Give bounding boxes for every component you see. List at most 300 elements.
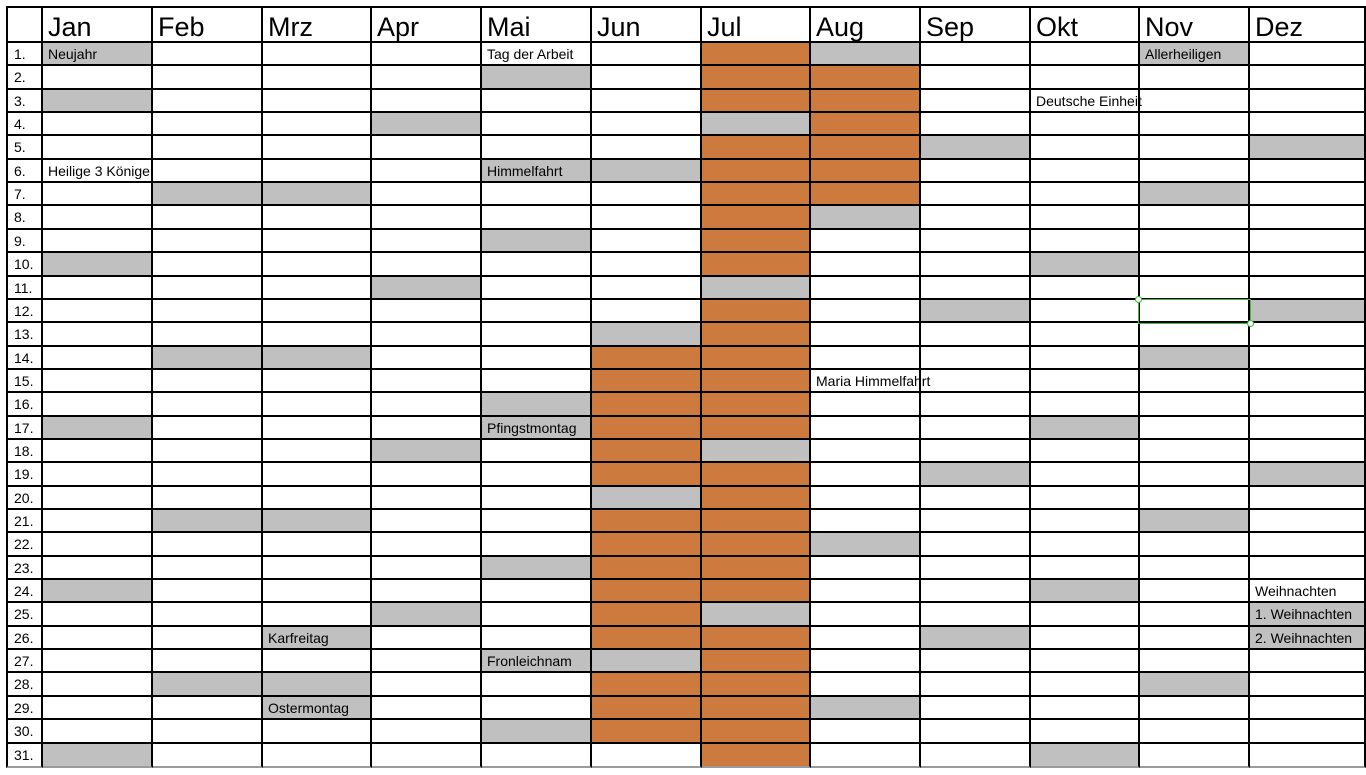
day-cell-jun-10[interactable] (592, 253, 702, 277)
day-cell-jan-31[interactable] (43, 744, 153, 768)
day-cell-jun-9[interactable] (592, 230, 702, 253)
day-cell-feb-25[interactable] (153, 603, 263, 627)
day-cell-jan-20[interactable] (43, 487, 153, 510)
day-cell-okt-16[interactable] (1031, 393, 1140, 417)
day-cell-mrz-29[interactable] (263, 697, 372, 720)
day-cell-apr-2[interactable] (372, 66, 482, 90)
day-cell-jan-13[interactable] (43, 323, 153, 347)
day-cell-sep-24[interactable] (921, 580, 1031, 603)
day-cell-sep-11[interactable] (921, 277, 1031, 300)
day-cell-jan-16[interactable] (43, 393, 153, 417)
day-cell-jun-23[interactable] (592, 557, 702, 580)
day-cell-mai-30[interactable] (482, 720, 592, 744)
day-cell-sep-8[interactable] (921, 206, 1031, 230)
day-cell-jan-18[interactable] (43, 440, 153, 463)
day-cell-jan-28[interactable] (43, 673, 153, 697)
day-cell-nov-31[interactable] (1140, 744, 1250, 768)
day-cell-sep-25[interactable] (921, 603, 1031, 627)
day-cell-sep-6[interactable] (921, 160, 1031, 183)
day-cell-jan-29[interactable] (43, 697, 153, 720)
day-cell-dez-4[interactable] (1250, 113, 1366, 136)
day-cell-jan-8[interactable] (43, 206, 153, 230)
day-cell-sep-12[interactable] (921, 300, 1031, 323)
day-cell-okt-10[interactable] (1031, 253, 1140, 277)
day-cell-jan-25[interactable] (43, 603, 153, 627)
day-cell-mai-24[interactable] (482, 580, 592, 603)
day-cell-dez-17[interactable] (1250, 417, 1366, 440)
day-cell-mai-9[interactable] (482, 230, 592, 253)
day-cell-mai-29[interactable] (482, 697, 592, 720)
day-cell-nov-11[interactable] (1140, 277, 1250, 300)
day-cell-aug-3[interactable] (811, 90, 921, 113)
day-cell-jul-22[interactable] (702, 533, 811, 557)
day-cell-feb-17[interactable] (153, 417, 263, 440)
day-cell-feb-19[interactable] (153, 463, 263, 487)
day-cell-mai-16[interactable] (482, 393, 592, 417)
day-cell-mrz-21[interactable] (263, 510, 372, 533)
day-cell-aug-27[interactable] (811, 650, 921, 673)
day-cell-jan-27[interactable] (43, 650, 153, 673)
day-cell-feb-13[interactable] (153, 323, 263, 347)
day-cell-apr-22[interactable] (372, 533, 482, 557)
day-cell-okt-24[interactable] (1031, 580, 1140, 603)
day-cell-jun-17[interactable] (592, 417, 702, 440)
day-cell-jun-7[interactable] (592, 183, 702, 206)
day-cell-sep-1[interactable] (921, 43, 1031, 66)
day-cell-feb-4[interactable] (153, 113, 263, 136)
day-cell-nov-18[interactable] (1140, 440, 1250, 463)
day-cell-dez-6[interactable] (1250, 160, 1366, 183)
day-label-cell[interactable] (6, 253, 43, 277)
day-cell-dez-26[interactable] (1250, 627, 1366, 650)
day-cell-mrz-8[interactable] (263, 206, 372, 230)
day-cell-okt-17[interactable] (1031, 417, 1140, 440)
day-cell-dez-3[interactable] (1250, 90, 1366, 113)
day-cell-apr-25[interactable] (372, 603, 482, 627)
day-cell-okt-19[interactable] (1031, 463, 1140, 487)
day-cell-dez-5[interactable] (1250, 136, 1366, 160)
corner-cell[interactable] (6, 6, 43, 43)
day-cell-sep-23[interactable] (921, 557, 1031, 580)
day-cell-jul-15[interactable] (702, 370, 811, 393)
day-cell-jun-13[interactable] (592, 323, 702, 347)
day-cell-jul-21[interactable] (702, 510, 811, 533)
day-cell-okt-31[interactable] (1031, 744, 1140, 768)
day-cell-okt-1[interactable] (1031, 43, 1140, 66)
day-cell-jun-31[interactable] (592, 744, 702, 768)
day-cell-sep-28[interactable] (921, 673, 1031, 697)
day-cell-apr-31[interactable] (372, 744, 482, 768)
day-cell-feb-8[interactable] (153, 206, 263, 230)
day-cell-jun-5[interactable] (592, 136, 702, 160)
day-cell-nov-3[interactable] (1140, 90, 1250, 113)
day-cell-aug-6[interactable] (811, 160, 921, 183)
day-cell-okt-5[interactable] (1031, 136, 1140, 160)
day-cell-jan-4[interactable] (43, 113, 153, 136)
day-cell-aug-28[interactable] (811, 673, 921, 697)
day-cell-dez-16[interactable] (1250, 393, 1366, 417)
day-cell-mai-1[interactable] (482, 43, 592, 66)
day-cell-apr-21[interactable] (372, 510, 482, 533)
day-cell-jul-26[interactable] (702, 627, 811, 650)
day-cell-jan-15[interactable] (43, 370, 153, 393)
day-cell-jan-1[interactable] (43, 43, 153, 66)
day-cell-aug-31[interactable] (811, 744, 921, 768)
day-cell-jul-14[interactable] (702, 347, 811, 370)
day-cell-mrz-10[interactable] (263, 253, 372, 277)
day-cell-jan-17[interactable] (43, 417, 153, 440)
day-cell-nov-4[interactable] (1140, 113, 1250, 136)
day-label-cell[interactable] (6, 393, 43, 417)
day-cell-feb-6[interactable] (153, 160, 263, 183)
day-cell-sep-21[interactable] (921, 510, 1031, 533)
day-cell-jan-24[interactable] (43, 580, 153, 603)
day-cell-apr-15[interactable] (372, 370, 482, 393)
day-cell-dez-15[interactable] (1250, 370, 1366, 393)
day-cell-okt-11[interactable] (1031, 277, 1140, 300)
day-cell-mrz-25[interactable] (263, 603, 372, 627)
day-cell-dez-19[interactable] (1250, 463, 1366, 487)
day-cell-jan-3[interactable] (43, 90, 153, 113)
day-cell-nov-8[interactable] (1140, 206, 1250, 230)
month-header-mai[interactable] (482, 6, 592, 43)
day-cell-nov-24[interactable] (1140, 580, 1250, 603)
day-cell-mrz-15[interactable] (263, 370, 372, 393)
day-cell-nov-17[interactable] (1140, 417, 1250, 440)
day-cell-jul-19[interactable] (702, 463, 811, 487)
day-cell-mrz-19[interactable] (263, 463, 372, 487)
day-cell-nov-29[interactable] (1140, 697, 1250, 720)
day-cell-jun-29[interactable] (592, 697, 702, 720)
day-cell-jul-1[interactable] (702, 43, 811, 66)
day-cell-mai-10[interactable] (482, 253, 592, 277)
day-cell-jun-26[interactable] (592, 627, 702, 650)
day-cell-jul-31[interactable] (702, 744, 811, 768)
day-cell-jul-29[interactable] (702, 697, 811, 720)
day-cell-feb-2[interactable] (153, 66, 263, 90)
day-cell-feb-1[interactable] (153, 43, 263, 66)
day-cell-mai-7[interactable] (482, 183, 592, 206)
day-cell-sep-19[interactable] (921, 463, 1031, 487)
day-cell-sep-18[interactable] (921, 440, 1031, 463)
day-cell-apr-6[interactable] (372, 160, 482, 183)
day-cell-apr-29[interactable] (372, 697, 482, 720)
day-cell-jul-23[interactable] (702, 557, 811, 580)
day-cell-feb-16[interactable] (153, 393, 263, 417)
day-cell-feb-11[interactable] (153, 277, 263, 300)
day-cell-mai-4[interactable] (482, 113, 592, 136)
day-cell-feb-23[interactable] (153, 557, 263, 580)
day-cell-mrz-12[interactable] (263, 300, 372, 323)
month-header-aug[interactable] (811, 6, 921, 43)
day-cell-okt-25[interactable] (1031, 603, 1140, 627)
day-cell-nov-27[interactable] (1140, 650, 1250, 673)
day-cell-nov-1[interactable] (1140, 43, 1250, 66)
day-cell-mrz-16[interactable] (263, 393, 372, 417)
day-cell-sep-5[interactable] (921, 136, 1031, 160)
day-cell-nov-20[interactable] (1140, 487, 1250, 510)
day-cell-dez-7[interactable] (1250, 183, 1366, 206)
day-cell-okt-22[interactable] (1031, 533, 1140, 557)
day-cell-okt-3[interactable] (1031, 90, 1140, 113)
day-cell-mrz-27[interactable] (263, 650, 372, 673)
day-cell-mai-26[interactable] (482, 627, 592, 650)
day-cell-nov-13[interactable] (1140, 323, 1250, 347)
day-cell-jun-20[interactable] (592, 487, 702, 510)
day-cell-okt-2[interactable] (1031, 66, 1140, 90)
month-header-jun[interactable] (592, 6, 702, 43)
day-cell-jun-8[interactable] (592, 206, 702, 230)
day-label-cell[interactable] (6, 533, 43, 557)
month-header-jul[interactable] (702, 6, 811, 43)
day-cell-jul-24[interactable] (702, 580, 811, 603)
day-cell-dez-18[interactable] (1250, 440, 1366, 463)
day-cell-mrz-24[interactable] (263, 580, 372, 603)
day-cell-feb-18[interactable] (153, 440, 263, 463)
day-cell-sep-14[interactable] (921, 347, 1031, 370)
day-cell-okt-26[interactable] (1031, 627, 1140, 650)
day-cell-mai-6[interactable] (482, 160, 592, 183)
day-cell-mrz-23[interactable] (263, 557, 372, 580)
day-label-cell[interactable] (6, 463, 43, 487)
day-cell-okt-30[interactable] (1031, 720, 1140, 744)
day-cell-sep-20[interactable] (921, 487, 1031, 510)
day-cell-sep-27[interactable] (921, 650, 1031, 673)
day-cell-aug-2[interactable] (811, 66, 921, 90)
day-cell-feb-20[interactable] (153, 487, 263, 510)
day-cell-jun-28[interactable] (592, 673, 702, 697)
day-cell-okt-15[interactable] (1031, 370, 1140, 393)
day-cell-jul-25[interactable] (702, 603, 811, 627)
day-cell-jul-17[interactable] (702, 417, 811, 440)
day-cell-jun-22[interactable] (592, 533, 702, 557)
day-cell-jan-5[interactable] (43, 136, 153, 160)
day-cell-jan-22[interactable] (43, 533, 153, 557)
day-cell-jul-18[interactable] (702, 440, 811, 463)
day-cell-jun-14[interactable] (592, 347, 702, 370)
day-cell-mrz-22[interactable] (263, 533, 372, 557)
day-cell-mai-2[interactable] (482, 66, 592, 90)
day-cell-mai-13[interactable] (482, 323, 592, 347)
day-label-cell[interactable] (6, 206, 43, 230)
day-cell-dez-14[interactable] (1250, 347, 1366, 370)
day-label-cell[interactable] (6, 66, 43, 90)
day-cell-mai-14[interactable] (482, 347, 592, 370)
day-cell-apr-18[interactable] (372, 440, 482, 463)
day-cell-apr-1[interactable] (372, 43, 482, 66)
day-cell-jan-19[interactable] (43, 463, 153, 487)
day-label-cell[interactable] (6, 183, 43, 206)
day-cell-okt-23[interactable] (1031, 557, 1140, 580)
day-cell-apr-16[interactable] (372, 393, 482, 417)
day-cell-feb-27[interactable] (153, 650, 263, 673)
day-cell-apr-10[interactable] (372, 253, 482, 277)
day-cell-jan-12[interactable] (43, 300, 153, 323)
day-cell-nov-28[interactable] (1140, 673, 1250, 697)
day-cell-mrz-5[interactable] (263, 136, 372, 160)
day-cell-apr-28[interactable] (372, 673, 482, 697)
day-cell-nov-12[interactable] (1140, 300, 1250, 323)
day-cell-okt-27[interactable] (1031, 650, 1140, 673)
day-label-cell[interactable] (6, 510, 43, 533)
day-cell-mai-21[interactable] (482, 510, 592, 533)
day-cell-aug-30[interactable] (811, 720, 921, 744)
day-cell-feb-14[interactable] (153, 347, 263, 370)
day-cell-okt-28[interactable] (1031, 673, 1140, 697)
day-cell-jul-10[interactable] (702, 253, 811, 277)
day-cell-okt-9[interactable] (1031, 230, 1140, 253)
day-cell-jun-19[interactable] (592, 463, 702, 487)
day-cell-okt-20[interactable] (1031, 487, 1140, 510)
day-cell-jul-6[interactable] (702, 160, 811, 183)
day-cell-jun-6[interactable] (592, 160, 702, 183)
day-cell-dez-22[interactable] (1250, 533, 1366, 557)
day-cell-dez-11[interactable] (1250, 277, 1366, 300)
day-cell-okt-7[interactable] (1031, 183, 1140, 206)
day-cell-jul-2[interactable] (702, 66, 811, 90)
day-cell-apr-11[interactable] (372, 277, 482, 300)
day-cell-sep-15[interactable] (921, 370, 1031, 393)
day-cell-mai-17[interactable] (482, 417, 592, 440)
day-cell-aug-5[interactable] (811, 136, 921, 160)
day-cell-okt-18[interactable] (1031, 440, 1140, 463)
day-cell-nov-15[interactable] (1140, 370, 1250, 393)
day-cell-okt-13[interactable] (1031, 323, 1140, 347)
day-cell-sep-26[interactable] (921, 627, 1031, 650)
day-cell-okt-8[interactable] (1031, 206, 1140, 230)
day-cell-nov-30[interactable] (1140, 720, 1250, 744)
day-cell-mrz-31[interactable] (263, 744, 372, 768)
day-cell-apr-23[interactable] (372, 557, 482, 580)
day-label-cell[interactable] (6, 370, 43, 393)
day-cell-okt-4[interactable] (1031, 113, 1140, 136)
day-cell-aug-11[interactable] (811, 277, 921, 300)
day-cell-mrz-9[interactable] (263, 230, 372, 253)
day-cell-jan-7[interactable] (43, 183, 153, 206)
day-label-cell[interactable] (6, 160, 43, 183)
day-cell-mai-25[interactable] (482, 603, 592, 627)
day-cell-jan-30[interactable] (43, 720, 153, 744)
day-cell-aug-24[interactable] (811, 580, 921, 603)
day-cell-jan-23[interactable] (43, 557, 153, 580)
day-cell-jun-27[interactable] (592, 650, 702, 673)
day-cell-jul-7[interactable] (702, 183, 811, 206)
day-label-cell[interactable] (6, 347, 43, 370)
day-cell-nov-5[interactable] (1140, 136, 1250, 160)
day-cell-sep-3[interactable] (921, 90, 1031, 113)
day-cell-jun-4[interactable] (592, 113, 702, 136)
day-label-cell[interactable] (6, 744, 43, 768)
day-cell-dez-31[interactable] (1250, 744, 1366, 768)
day-cell-dez-29[interactable] (1250, 697, 1366, 720)
day-cell-apr-7[interactable] (372, 183, 482, 206)
day-cell-nov-22[interactable] (1140, 533, 1250, 557)
day-cell-aug-18[interactable] (811, 440, 921, 463)
day-cell-jun-25[interactable] (592, 603, 702, 627)
day-cell-sep-31[interactable] (921, 744, 1031, 768)
day-cell-nov-10[interactable] (1140, 253, 1250, 277)
day-label-cell[interactable] (6, 440, 43, 463)
day-cell-jul-5[interactable] (702, 136, 811, 160)
day-cell-mai-19[interactable] (482, 463, 592, 487)
day-cell-jul-13[interactable] (702, 323, 811, 347)
day-cell-aug-1[interactable] (811, 43, 921, 66)
day-cell-dez-24[interactable] (1250, 580, 1366, 603)
day-label-cell[interactable] (6, 323, 43, 347)
day-cell-mrz-18[interactable] (263, 440, 372, 463)
day-cell-aug-26[interactable] (811, 627, 921, 650)
day-cell-aug-25[interactable] (811, 603, 921, 627)
day-cell-dez-10[interactable] (1250, 253, 1366, 277)
day-cell-nov-2[interactable] (1140, 66, 1250, 90)
day-cell-jan-21[interactable] (43, 510, 153, 533)
day-cell-mrz-20[interactable] (263, 487, 372, 510)
day-cell-dez-9[interactable] (1250, 230, 1366, 253)
day-label-cell[interactable] (6, 300, 43, 323)
day-cell-mai-22[interactable] (482, 533, 592, 557)
month-header-sep[interactable] (921, 6, 1031, 43)
day-cell-apr-9[interactable] (372, 230, 482, 253)
day-cell-feb-28[interactable] (153, 673, 263, 697)
day-label-cell[interactable] (6, 113, 43, 136)
day-cell-nov-21[interactable] (1140, 510, 1250, 533)
day-cell-jul-16[interactable] (702, 393, 811, 417)
day-cell-aug-20[interactable] (811, 487, 921, 510)
day-cell-dez-20[interactable] (1250, 487, 1366, 510)
day-cell-aug-17[interactable] (811, 417, 921, 440)
day-label-cell[interactable] (6, 697, 43, 720)
day-cell-feb-9[interactable] (153, 230, 263, 253)
day-cell-mrz-14[interactable] (263, 347, 372, 370)
day-cell-jul-12[interactable] (702, 300, 811, 323)
day-cell-jul-9[interactable] (702, 230, 811, 253)
day-cell-sep-29[interactable] (921, 697, 1031, 720)
day-cell-aug-14[interactable] (811, 347, 921, 370)
day-cell-aug-15[interactable] (811, 370, 921, 393)
day-cell-mrz-7[interactable] (263, 183, 372, 206)
day-cell-okt-14[interactable] (1031, 347, 1140, 370)
day-cell-sep-4[interactable] (921, 113, 1031, 136)
day-cell-jan-26[interactable] (43, 627, 153, 650)
day-cell-feb-22[interactable] (153, 533, 263, 557)
day-label-cell[interactable] (6, 136, 43, 160)
day-cell-mai-11[interactable] (482, 277, 592, 300)
day-cell-jul-8[interactable] (702, 206, 811, 230)
day-cell-okt-6[interactable] (1031, 160, 1140, 183)
day-cell-nov-25[interactable] (1140, 603, 1250, 627)
day-cell-dez-25[interactable] (1250, 603, 1366, 627)
day-cell-dez-21[interactable] (1250, 510, 1366, 533)
day-cell-sep-9[interactable] (921, 230, 1031, 253)
day-cell-nov-26[interactable] (1140, 627, 1250, 650)
day-cell-aug-23[interactable] (811, 557, 921, 580)
day-cell-jan-11[interactable] (43, 277, 153, 300)
day-cell-feb-12[interactable] (153, 300, 263, 323)
day-cell-mai-8[interactable] (482, 206, 592, 230)
day-label-cell[interactable] (6, 580, 43, 603)
day-cell-aug-12[interactable] (811, 300, 921, 323)
day-label-cell[interactable] (6, 557, 43, 580)
day-cell-jun-11[interactable] (592, 277, 702, 300)
day-cell-sep-10[interactable] (921, 253, 1031, 277)
day-cell-aug-7[interactable] (811, 183, 921, 206)
day-cell-dez-23[interactable] (1250, 557, 1366, 580)
day-cell-sep-17[interactable] (921, 417, 1031, 440)
day-cell-jun-30[interactable] (592, 720, 702, 744)
day-cell-dez-2[interactable] (1250, 66, 1366, 90)
day-cell-nov-9[interactable] (1140, 230, 1250, 253)
day-cell-jun-1[interactable] (592, 43, 702, 66)
